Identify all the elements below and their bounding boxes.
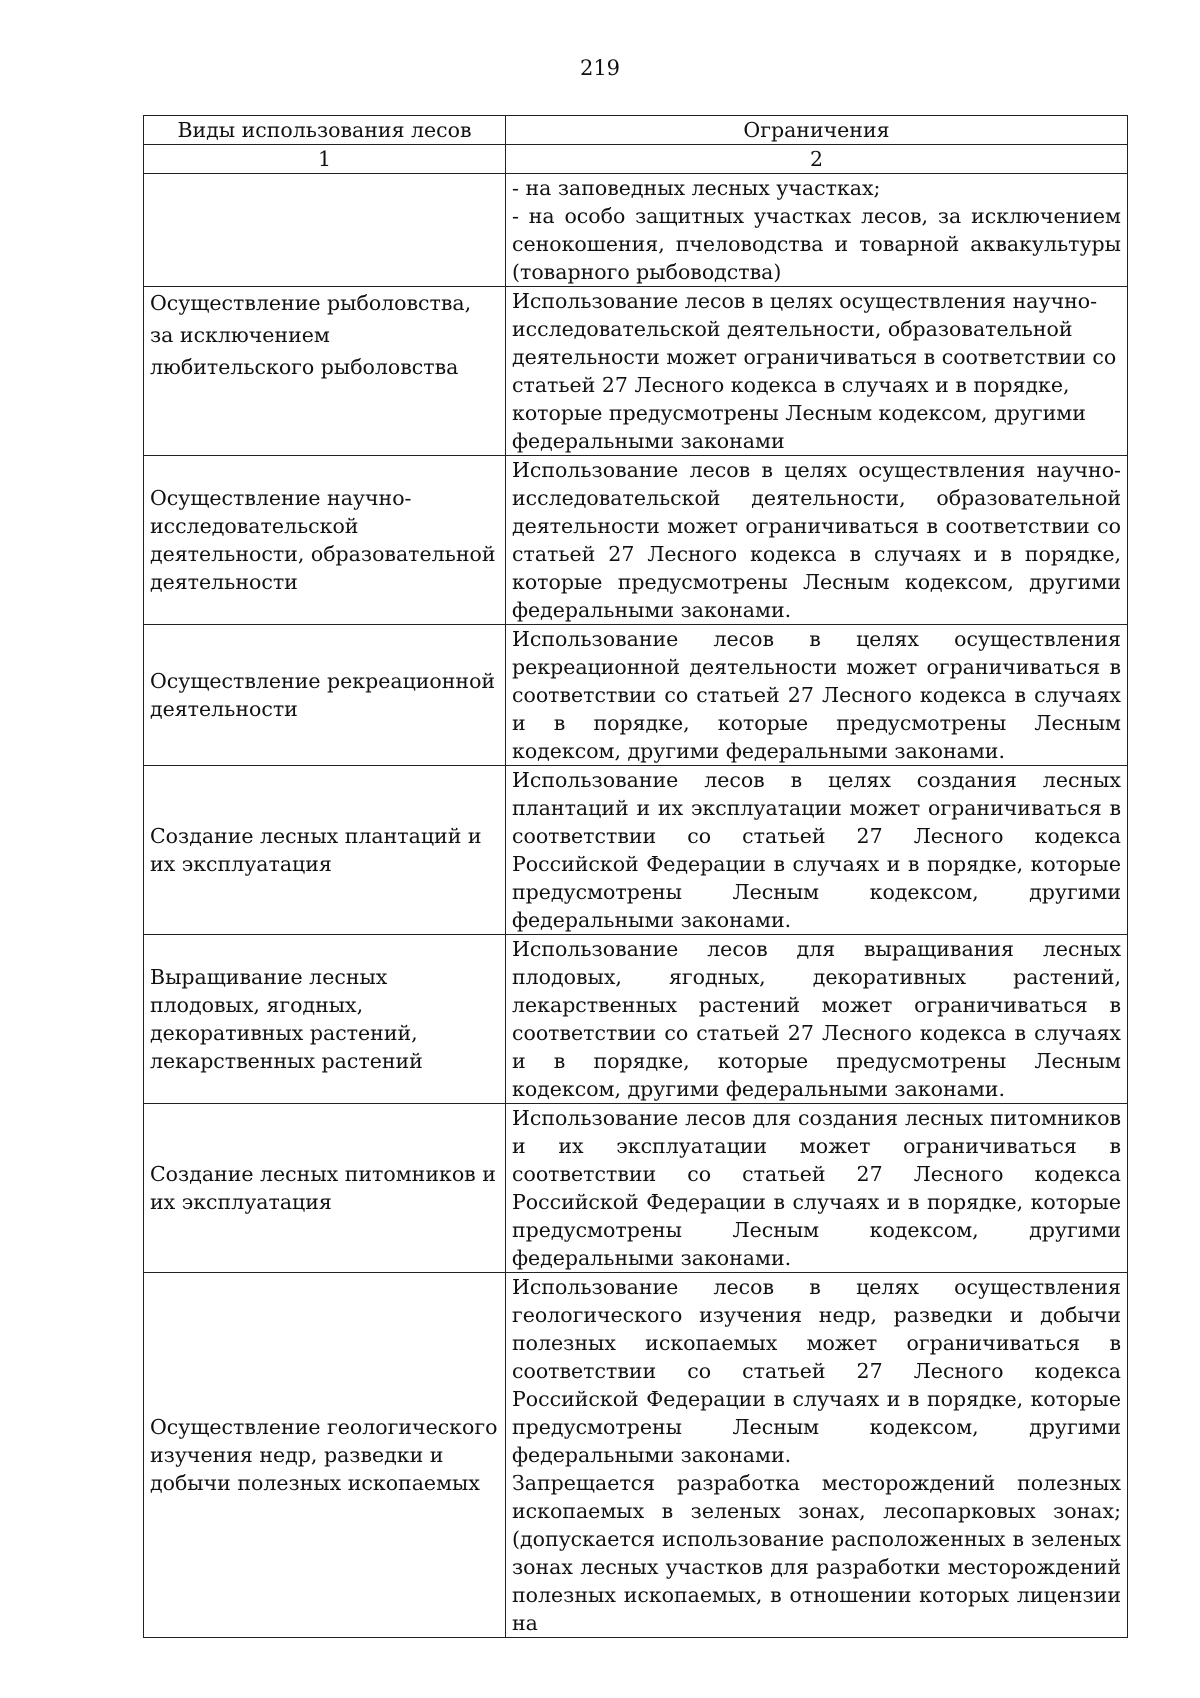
- row-forest-use-type: Создание лесных плантаций и их эксплуатация: [144, 766, 506, 935]
- table-row: [144, 625, 1128, 766]
- forest-use-restrictions-table: [143, 115, 1128, 1638]
- row-restrictions: [506, 1273, 1128, 1638]
- column-number-1: 1: [144, 145, 506, 174]
- restriction-paragraph: Запрещается разработка месторождений полезных ископаемых в зеленых зонах, лесопарковых зонах; (допускается использование расположенных в зеленых зонах лесных участков для разработки месторождений полезных ископаемых, в отношении которых лицензии на: [512, 1471, 1121, 1635]
- table-header-row: [144, 116, 1128, 145]
- row-restrictions: [506, 625, 1128, 766]
- restriction-paragraph: Использование лесов в целях осуществления геологического изучения недр, разведки и добычи полезных ископаемых может ограничиваться в соответствии со статьей 27 Лесного кодекса Российской Федерации в случаях и в порядке, которые предусмотрены Лесным кодексом, другими федеральными законами.: [512, 1275, 1121, 1467]
- row-forest-use-type: Осуществление рекреационной деятельности: [144, 625, 506, 766]
- row-restrictions: [506, 287, 1128, 456]
- restriction-paragraph: Использование лесов для выращивания лесных плодовых, ягодных, декоративных растений, лекарственных растений может ограничиваться в соответствии со статьей 27 Лесного кодекса в случаях и в порядке, которые предусмотрены Лесным кодексом, другими федеральными законами.: [512, 937, 1121, 1101]
- row-forest-use-type: [144, 174, 506, 287]
- row-forest-use-type: Создание лесных питомников и их эксплуатация: [144, 1104, 506, 1273]
- restriction-paragraph: Использование лесов для создания лесных питомников и их эксплуатации может ограничиваться в соответствии со статьей 27 Лесного кодекса Российской Федерации в случаях и в порядке, которые предусмотрены Лесным кодексом, другими федеральными законами.: [512, 1106, 1121, 1270]
- table-row: [144, 456, 1128, 625]
- table-row: [144, 1273, 1128, 1638]
- page-number: 219: [579, 56, 621, 80]
- column-header-forest-use-types: Виды использования лесов: [144, 116, 506, 145]
- restriction-paragraph: - на заповедных лесных участках;: [512, 176, 881, 200]
- restriction-paragraph: Использование лесов в целях осуществления научно-исследовательской деятельности, образовательной деятельности может ограничиваться в соответствии со статьей 27 Лесного кодекса в случаях и в порядке, которые предусмотрены Лесным кодексом, другими федеральными законами.: [512, 458, 1121, 622]
- row-forest-use-type: Осуществление геологического изучения недр, разведки и добычи полезных ископаемых: [144, 1273, 506, 1638]
- restriction-paragraph: Использование лесов в целях осуществления рекреационной деятельности может ограничиваться в соответствии со статьей 27 Лесного кодекса в случаях и в порядке, которые предусмотрены Лесным кодексом, другими федеральными законами.: [512, 627, 1121, 763]
- row-restrictions: [506, 1104, 1128, 1273]
- row-forest-use-type: Осуществление рыболовства, за исключением любительского рыболовства: [144, 287, 506, 456]
- row-restrictions: [506, 766, 1128, 935]
- restriction-paragraph: - на особо защитных участках лесов, за исключением сенокошения, пчеловодства и товарной аквакультуры (товарного рыбоводства): [512, 204, 1121, 284]
- table-row: [144, 766, 1128, 935]
- row-restrictions: [506, 935, 1128, 1104]
- table-row: [144, 174, 1128, 287]
- restriction-paragraph: Использование лесов в целях осуществления научно-исследовательской деятельности, образовательной деятельности может ограничиваться в соответствии со статьей 27 Лесного кодекса в случаях и в порядке, которые предусмотрены Лесным кодексом, другими федеральными законами: [512, 289, 1117, 453]
- row-restrictions: [506, 174, 1128, 287]
- table-row: [144, 935, 1128, 1104]
- restriction-paragraph: Использование лесов в целях создания лесных плантаций и их эксплуатации может ограничиваться в соответствии со статьей 27 Лесного кодекса Российской Федерации в случаях и в порядке, которые предусмотрены Лесным кодексом, другими федеральными законами.: [512, 768, 1121, 932]
- row-forest-use-type: Выращивание лесных плодовых, ягодных, декоративных растений, лекарственных растений: [144, 935, 506, 1104]
- column-number-2: 2: [506, 145, 1128, 174]
- table-column-numbers-row: [144, 145, 1128, 174]
- row-forest-use-type: Осуществление научно-исследовательской деятельности, образовательной деятельности: [144, 456, 506, 625]
- table-row: [144, 1104, 1128, 1273]
- column-header-restrictions: Ограничения: [506, 116, 1128, 145]
- table-row: [144, 287, 1128, 456]
- row-restrictions: [506, 456, 1128, 625]
